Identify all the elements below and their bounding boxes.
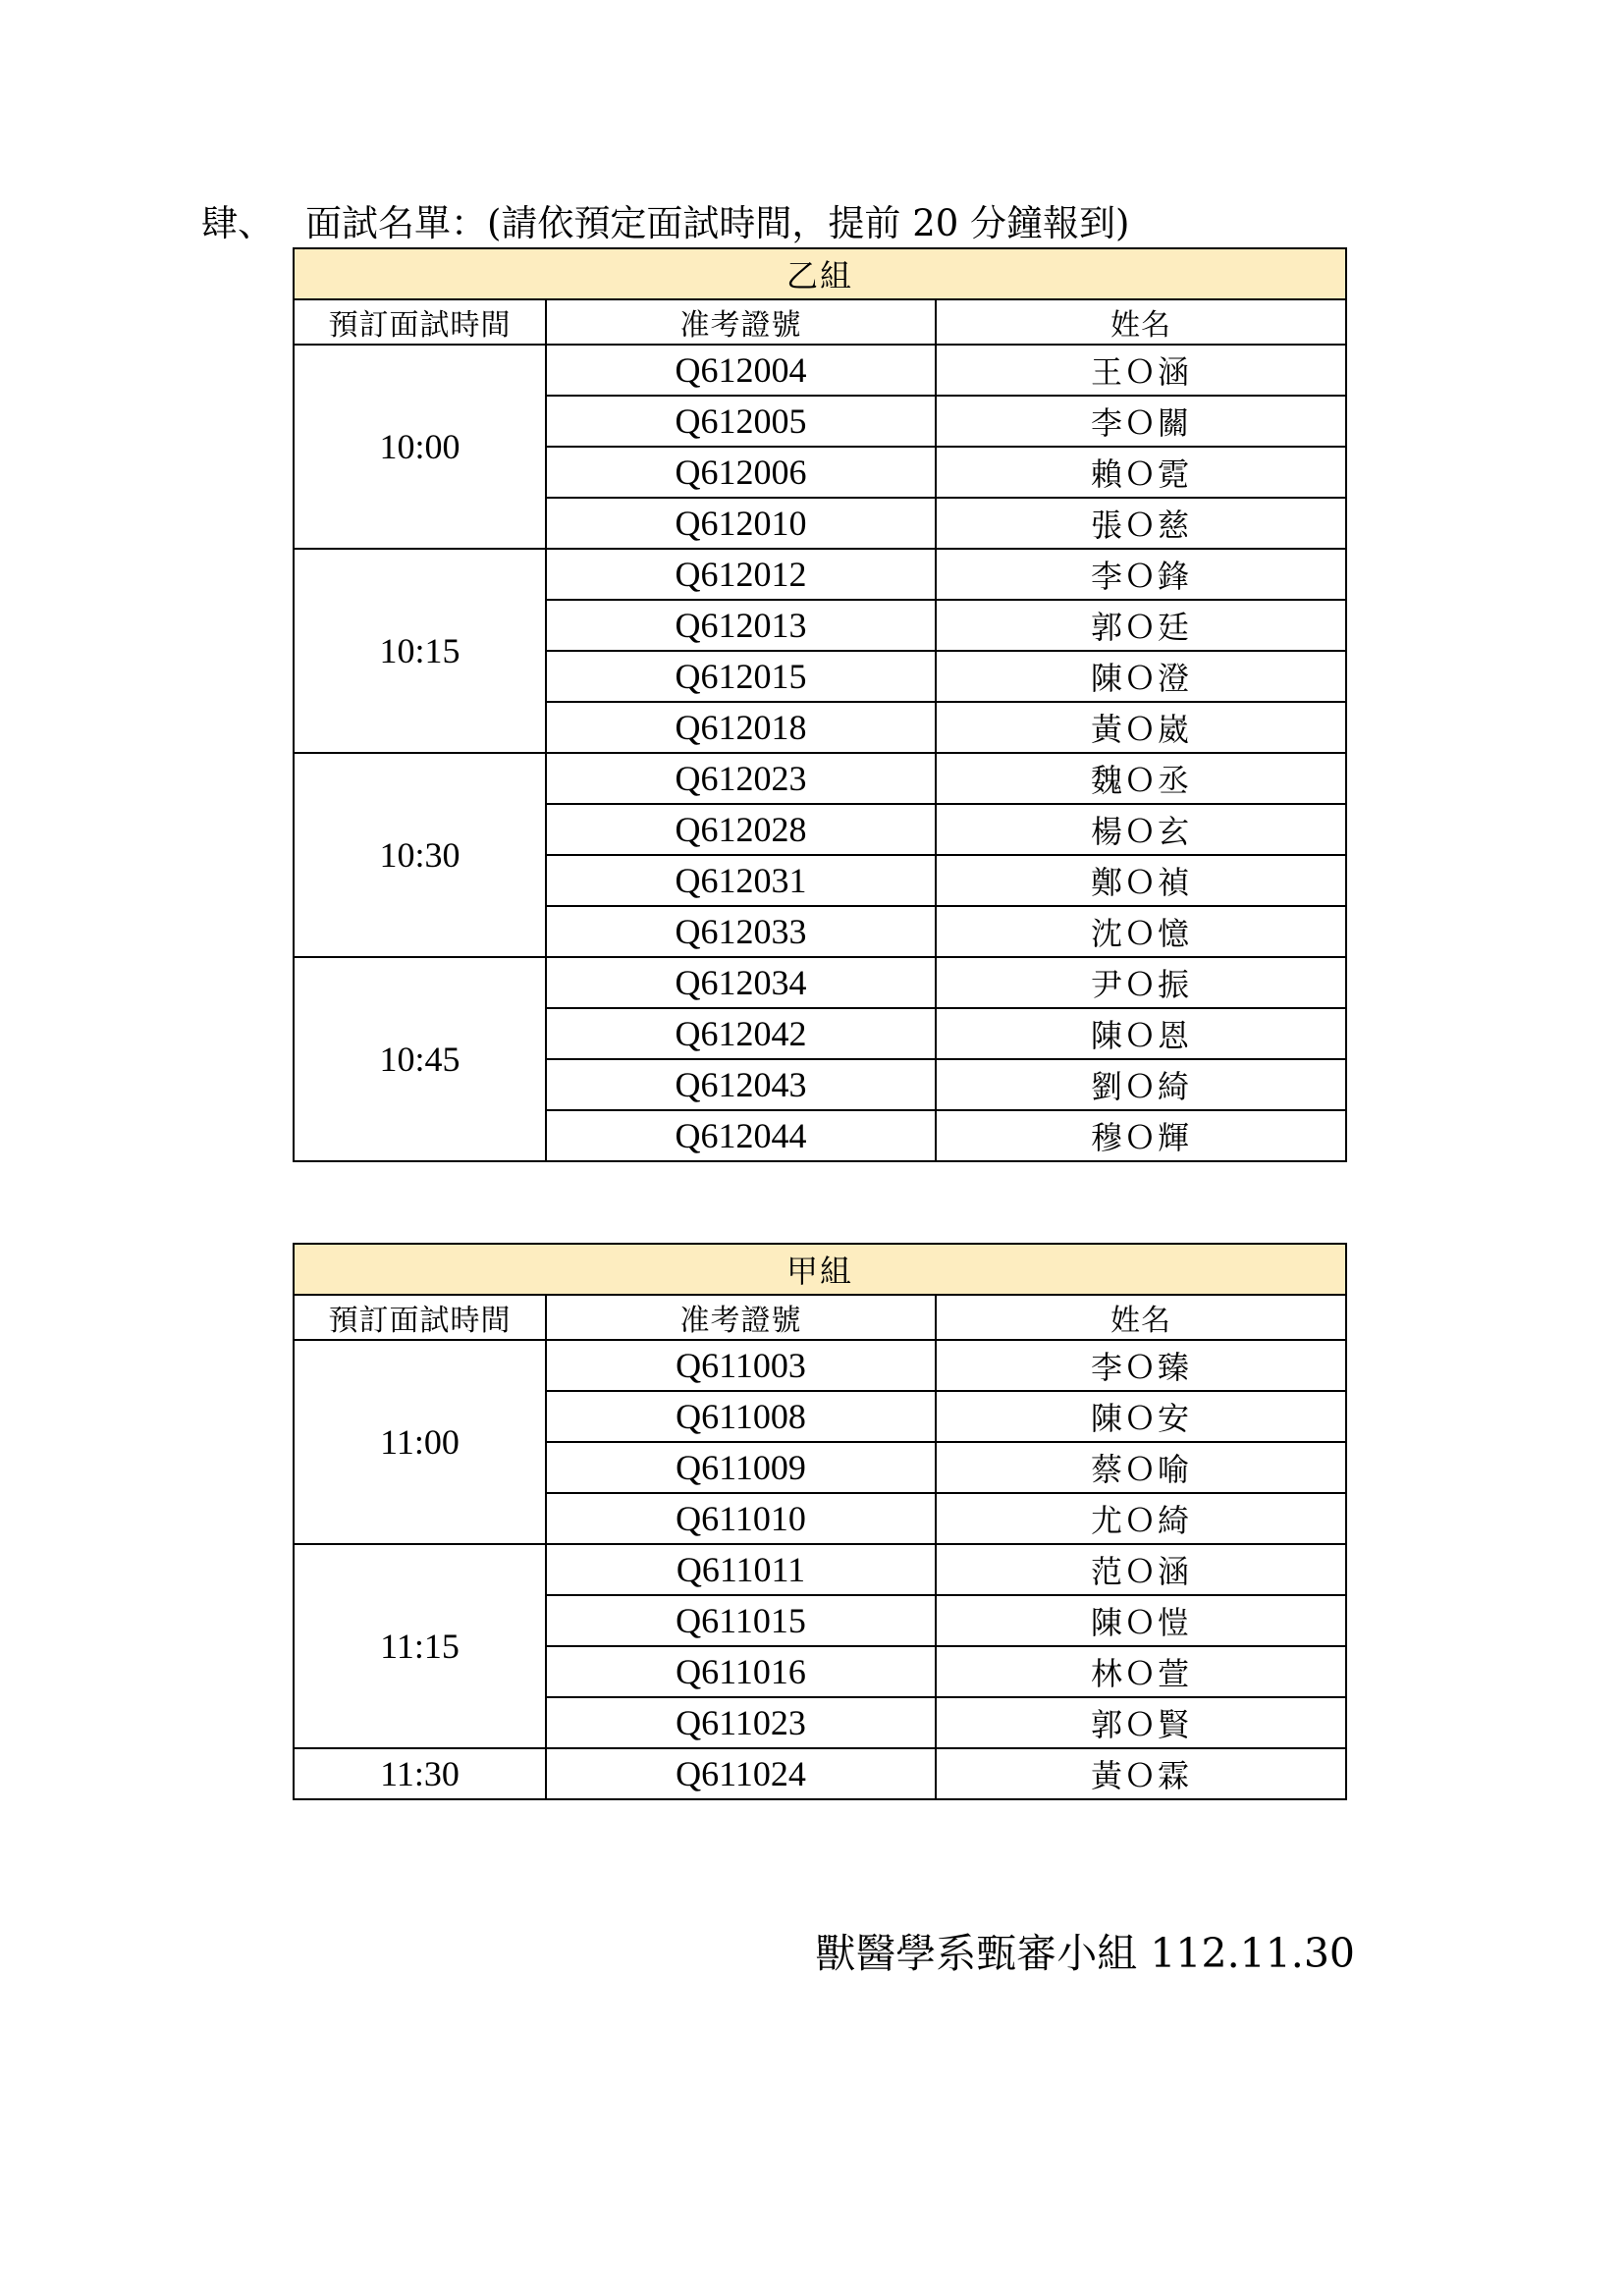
section-number: 肆、: [201, 202, 274, 244]
candidate-name-cell: 李Ｏ關: [936, 396, 1346, 447]
interview-time-cell: 10:30: [294, 753, 546, 957]
exam-number-cell: Q612033: [546, 906, 936, 957]
table-row: [294, 753, 1346, 804]
table-row: [294, 345, 1346, 396]
exam-number-cell: Q612015: [546, 651, 936, 702]
candidate-name-cell: 張Ｏ慈: [936, 498, 1346, 549]
section-heading: [201, 194, 1380, 253]
candidate-name-cell: 穆Ｏ輝: [936, 1110, 1346, 1161]
exam-number-cell: Q611024: [546, 1748, 936, 1799]
column-header-time: 預訂面試時間: [294, 299, 546, 345]
table-row: [294, 1748, 1346, 1799]
table-row: [294, 957, 1346, 1008]
candidate-name-cell: 陳Ｏ安: [936, 1391, 1346, 1442]
interview-time-cell: 11:15: [294, 1544, 546, 1748]
group-title: 甲組: [294, 1244, 1346, 1295]
group-title-row: [294, 1244, 1346, 1295]
column-header-id: 准考證號: [546, 1295, 936, 1340]
candidate-name-cell: 尤Ｏ綺: [936, 1493, 1346, 1544]
exam-number-cell: Q612031: [546, 855, 936, 906]
candidate-name-cell: 魏Ｏ丞: [936, 753, 1346, 804]
interview-time-cell: 10:00: [294, 345, 546, 549]
candidate-name-cell: 劉Ｏ綺: [936, 1059, 1346, 1110]
candidate-name-cell: 楊Ｏ玄: [936, 804, 1346, 855]
exam-number-cell: Q611023: [546, 1697, 936, 1748]
column-header-time: 預訂面試時間: [294, 1295, 546, 1340]
table-row: [294, 549, 1346, 600]
exam-number-cell: Q612010: [546, 498, 936, 549]
interview-time-cell: 10:15: [294, 549, 546, 753]
candidate-name-cell: 王Ｏ涵: [936, 345, 1346, 396]
interview-time-cell: 11:30: [294, 1748, 546, 1799]
table-row: [294, 1340, 1346, 1391]
exam-number-cell: Q612028: [546, 804, 936, 855]
exam-number-cell: Q612005: [546, 396, 936, 447]
exam-number-cell: Q611009: [546, 1442, 936, 1493]
table-row: [294, 1544, 1346, 1595]
exam-number-cell: Q611010: [546, 1493, 936, 1544]
exam-number-cell: Q612044: [546, 1110, 936, 1161]
exam-number-cell: Q611003: [546, 1340, 936, 1391]
candidate-name-cell: 尹Ｏ振: [936, 957, 1346, 1008]
candidate-name-cell: 黃Ｏ崴: [936, 702, 1346, 753]
candidate-name-cell: 鄭Ｏ禎: [936, 855, 1346, 906]
footer-signature: 獸醫學系甄審小組 112.11.30: [815, 1930, 1355, 1977]
section-title: 面試名單：(請依預定面試時間，提前 20 分鐘報到): [305, 202, 1130, 244]
exam-number-cell: Q612042: [546, 1008, 936, 1059]
exam-number-cell: Q611011: [546, 1544, 936, 1595]
exam-number-cell: Q612013: [546, 600, 936, 651]
candidate-name-cell: 李Ｏ臻: [936, 1340, 1346, 1391]
candidate-name-cell: 林Ｏ萱: [936, 1646, 1346, 1697]
exam-number-cell: Q612034: [546, 957, 936, 1008]
candidate-name-cell: 陳Ｏ澄: [936, 651, 1346, 702]
exam-number-cell: Q611008: [546, 1391, 936, 1442]
candidate-name-cell: 陳Ｏ愷: [936, 1595, 1346, 1646]
exam-number-cell: Q612018: [546, 702, 936, 753]
group-title: 乙組: [294, 248, 1346, 299]
candidate-name-cell: 黃Ｏ霖: [936, 1748, 1346, 1799]
exam-number-cell: Q612043: [546, 1059, 936, 1110]
column-header-row: [294, 299, 1346, 345]
interview-time-cell: 10:45: [294, 957, 546, 1161]
candidate-name-cell: 蔡Ｏ喻: [936, 1442, 1346, 1493]
exam-number-cell: Q611015: [546, 1595, 936, 1646]
candidate-name-cell: 李Ｏ鋒: [936, 549, 1346, 600]
exam-number-cell: Q612004: [546, 345, 936, 396]
candidate-name-cell: 沈Ｏ憶: [936, 906, 1346, 957]
candidate-name-cell: 范Ｏ涵: [936, 1544, 1346, 1595]
schedule-table-group-b: [293, 247, 1347, 1162]
exam-number-cell: Q612006: [546, 447, 936, 498]
column-header-name: 姓名: [936, 299, 1346, 345]
exam-number-cell: Q612012: [546, 549, 936, 600]
exam-number-cell: Q612023: [546, 753, 936, 804]
exam-number-cell: Q611016: [546, 1646, 936, 1697]
column-header-name: 姓名: [936, 1295, 1346, 1340]
candidate-name-cell: 陳Ｏ恩: [936, 1008, 1346, 1059]
candidate-name-cell: 郭Ｏ賢: [936, 1697, 1346, 1748]
column-header-id: 准考證號: [546, 299, 936, 345]
candidate-name-cell: 郭Ｏ廷: [936, 600, 1346, 651]
interview-time-cell: 11:00: [294, 1340, 546, 1544]
group-title-row: [294, 248, 1346, 299]
column-header-row: [294, 1295, 1346, 1340]
candidate-name-cell: 賴Ｏ霓: [936, 447, 1346, 498]
schedule-table-group-a: [293, 1243, 1347, 1800]
